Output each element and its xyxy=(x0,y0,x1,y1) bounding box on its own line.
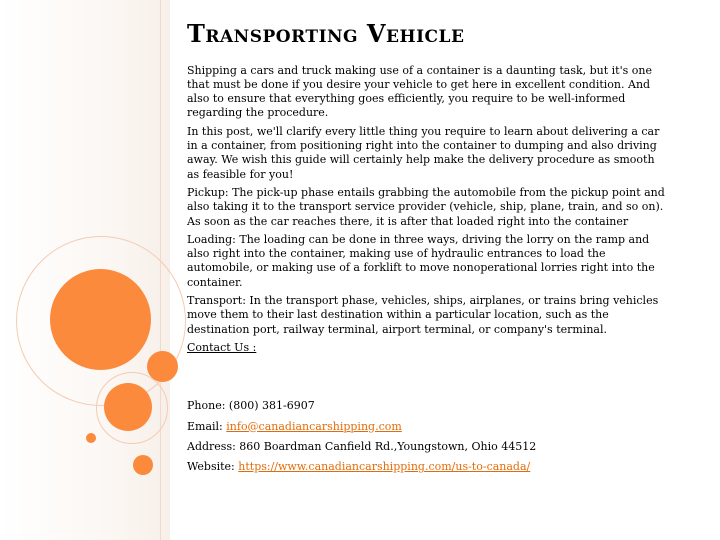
decorative-circle-medium xyxy=(104,383,152,431)
spacer xyxy=(187,359,667,399)
body-paragraph-loading: Loading: The loading can be done in three ways, driving the lorry on the ramp and also right into the container, making use of hydraulic entrances to load the automobile, or making use of a forklift to move nonoperational lorries right into the container. xyxy=(187,232,655,289)
email-link[interactable]: info@canadiancarshipping.com xyxy=(226,419,402,433)
decorative-circle-small xyxy=(133,455,153,475)
contact-address: Address: 860 Boardman Canfield Rd.,Youngstown, Ohio 44512 xyxy=(187,439,537,453)
contact-info xyxy=(187,399,667,474)
slide-content xyxy=(187,20,667,480)
contact-website-label: Website: xyxy=(187,460,239,474)
body-paragraph-pickup: Pickup: The pick-up phase entails grabbing the automobile from the pickup point and also taking it to the transport service provider (vehicle, ship, plane, train, and so on). As soon as the car reaches there, it is after that loaded right into the container xyxy=(187,185,665,228)
decorative-circle-large xyxy=(50,269,151,370)
contact-email-row xyxy=(187,420,667,434)
body-paragraph-guide: In this post, we'll clarify every little thing you require to learn about delivering a car in a container, from positioning right into the container to dumping and also driving away. We wish this guide will certainly help make the delivery procedure as smooth as feasible for you! xyxy=(187,124,660,181)
contact-heading: Contact Us : xyxy=(187,340,257,354)
contact-phone: Phone: (800) 381-6907 xyxy=(187,399,315,413)
body-paragraph-intro: Shipping a cars and truck making use of a container is a daunting task, but it's one that must be done if you desire your vehicle to get here in excellent condition. And also to ensure that everything goes efficiently, you require to be well-informed regarding the procedure. xyxy=(187,63,652,120)
decorative-circle-small xyxy=(147,351,178,382)
slide-title: Transporting Vehicle xyxy=(187,19,465,48)
contact-website-row xyxy=(187,460,667,474)
decorative-circle-dot xyxy=(86,433,96,443)
body-paragraph-transport: Transport: In the transport phase, vehicles, ships, airplanes, or trains bring vehicles move them to their last destination within a particular location, such as the destination port, railway terminal, airport terminal, or company's terminal. xyxy=(187,294,659,336)
website-link[interactable]: https://www.canadiancarshipping.com/us-to-canada/ xyxy=(238,460,531,474)
contact-email-label: Email: xyxy=(187,419,227,433)
